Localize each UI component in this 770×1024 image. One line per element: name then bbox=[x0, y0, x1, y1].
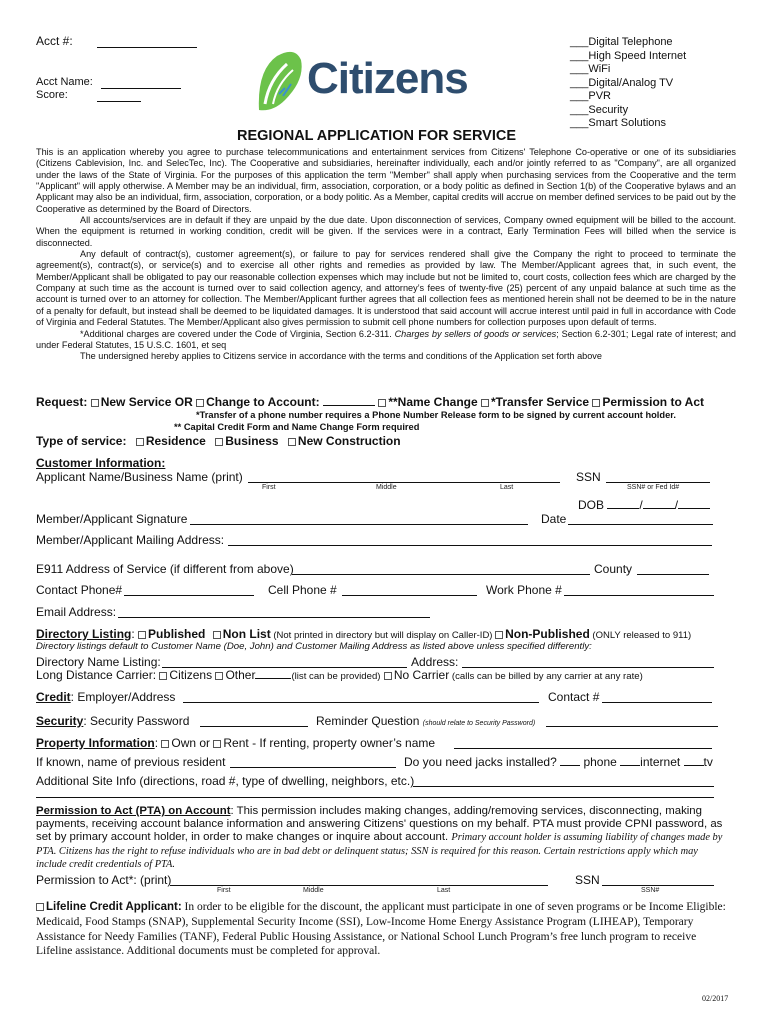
jack-tv-field[interactable] bbox=[684, 755, 704, 766]
email-label: Email Address: bbox=[36, 605, 117, 619]
pta-ssn-label: SSN bbox=[575, 873, 600, 887]
acct-name-label: Acct Name: bbox=[36, 76, 93, 88]
terms-paragraph: Any default of contract(s), customer agreement(s), or failure to pay for services rendered shall give the Company the right to proceed to terminate the agreement(s), contract(s), or service(s) and to exercise all other rights and remedies as provided by law. The Member/Applicant agrees that, in such event, the Member/Applicant shall be obligated to pay our reasonable collection expenses which may include but not be limited to, court costs, collection fees which are charged by the Company at such time as the account is turned over to said collection agency, and attorney’s fees of twenty-five (25) percent of any unpaid balance at such time as the account is turned over to an attorney for collection. The Member/Applicant further agrees that all collection fees as mentioned herein shall not be deemed to be in the nature of a penalty for default, but instead shall be deemed to be liquidated damages. It is understood that said account will accrue interest until paid in full in accordance with Code of Virginia and Federal Statutes. The Member/Applicant also gives permission to submit cell phone numbers for collection purposes upon default of terms. bbox=[36, 249, 736, 328]
directory-name-field[interactable] bbox=[162, 657, 407, 668]
transfer-note: *Transfer of a phone number requires a Phone Number Release form to be signed by current account holder. bbox=[196, 410, 676, 420]
service-checklist bbox=[570, 36, 686, 131]
ssn-field[interactable] bbox=[606, 472, 710, 483]
other-carrier-field[interactable] bbox=[255, 668, 291, 679]
dob-year-field[interactable] bbox=[678, 498, 710, 509]
email-field[interactable] bbox=[118, 607, 430, 618]
ssn-caption: SSN# or Fed Id# bbox=[627, 484, 680, 491]
e911-address-label: E911 Address of Service (if different from above) bbox=[36, 562, 294, 576]
directory-name-label: Directory Name Listing: bbox=[36, 655, 161, 669]
work-phone-label: Work Phone # bbox=[486, 583, 562, 597]
long-distance-row: Long Distance Carrier: Citizens Other (list can be provided) No Carrier (calls can be billed by any carrier at any rate) bbox=[36, 668, 643, 682]
contact-phone-field[interactable] bbox=[124, 585, 254, 596]
terms-paragraph: The undersigned hereby applies to Citizens service in accordance with the terms and conditions of the Application set forth above bbox=[80, 351, 602, 362]
checkbox[interactable] bbox=[215, 672, 223, 680]
service-item[interactable]: ___Security bbox=[570, 103, 629, 116]
pta-print-label: Permission to Act*: (print) bbox=[36, 873, 172, 887]
terms-text bbox=[36, 147, 736, 363]
contact-label: Contact # bbox=[548, 690, 600, 704]
property-owner-field[interactable] bbox=[454, 738, 712, 749]
jack-phone-field[interactable] bbox=[560, 755, 580, 766]
service-type-row: Type of service: Residence Business New Construction bbox=[36, 434, 401, 448]
contact-phone-label: Contact Phone# bbox=[36, 583, 123, 597]
site-info-label: Additional Site Info (directions, road #, type of dwelling, neighbors, etc.) bbox=[36, 774, 415, 788]
request-row: Request: New Service OR Change to Account: **Name Change *Transfer Service Permission to Act bbox=[36, 395, 704, 409]
checkbox[interactable] bbox=[213, 740, 221, 748]
checkbox[interactable] bbox=[136, 438, 144, 446]
service-item[interactable]: ___High Speed Internet bbox=[570, 49, 687, 62]
account-field[interactable] bbox=[323, 395, 375, 406]
property-row: Property Information: Own or Rent - If renting, property owner’s name bbox=[36, 736, 436, 750]
first-caption: First bbox=[217, 887, 231, 894]
acct-number-field[interactable] bbox=[97, 37, 197, 48]
employer-field[interactable] bbox=[183, 692, 539, 703]
site-info-line[interactable] bbox=[36, 797, 714, 798]
checkbox[interactable] bbox=[495, 631, 503, 639]
acct-name-field[interactable] bbox=[101, 79, 181, 89]
mailing-address-field[interactable] bbox=[228, 535, 712, 546]
directory-listing-row: Directory Listing: Published Non List (Not printed in directory but will display on Caller-ID) Non-Published (ONLY released to 911) bbox=[36, 627, 692, 641]
first-caption: First bbox=[262, 484, 276, 491]
mailing-address-label: Member/Applicant Mailing Address: bbox=[36, 533, 225, 547]
checkbox[interactable] bbox=[138, 631, 146, 639]
customer-info-heading: Customer Information: bbox=[36, 456, 166, 470]
logo-wordmark: Citizens bbox=[307, 54, 468, 103]
terms-paragraph: All accounts/services are in default if they are unpaid by the due date. Upon disconnection of services, Company owned equipment will be billed to the account. When the equipment is returned in working condition, credit will be given. If the services were in a contract, Early Termination Fees will billed when the service is disconnected. bbox=[36, 215, 736, 248]
capital-credit-note: ** Capital Credit Form and Name Change Form required bbox=[174, 422, 420, 432]
date-label: Date bbox=[541, 512, 567, 526]
e911-address-field[interactable] bbox=[292, 564, 590, 575]
ssn-label: SSN bbox=[576, 470, 601, 484]
service-item[interactable]: ___Digital Telephone bbox=[570, 36, 673, 48]
checkbox[interactable] bbox=[161, 740, 169, 748]
directory-address-label: Address: bbox=[411, 655, 459, 669]
last-caption: Last bbox=[500, 484, 514, 491]
reminder-question-label: Reminder Question (should relate to Security Password) bbox=[316, 714, 536, 728]
site-info-field[interactable] bbox=[413, 776, 714, 787]
service-item[interactable]: ___Smart Solutions bbox=[570, 117, 667, 129]
pta-name-field[interactable] bbox=[170, 875, 548, 886]
date-field[interactable] bbox=[568, 514, 713, 525]
checkbox[interactable] bbox=[378, 399, 386, 407]
score-label: Score: bbox=[36, 89, 68, 101]
credit-label: Credit: Employer/Address bbox=[36, 690, 176, 704]
page-title: REGIONAL APPLICATION FOR SERVICE bbox=[237, 128, 517, 144]
middle-caption: Middle bbox=[303, 887, 324, 894]
pta-ssn-field[interactable] bbox=[602, 875, 714, 886]
score-field[interactable] bbox=[97, 92, 141, 102]
checkbox[interactable] bbox=[36, 903, 44, 911]
checkbox[interactable] bbox=[91, 399, 99, 407]
security-password-field[interactable] bbox=[200, 716, 308, 727]
service-item[interactable]: ___WiFi bbox=[570, 63, 611, 75]
county-label: County bbox=[594, 562, 633, 576]
checkbox[interactable] bbox=[159, 672, 167, 680]
work-phone-field[interactable] bbox=[564, 585, 714, 596]
jacks-row: Do you need jacks installed? phone internet tv bbox=[404, 755, 713, 769]
form-date: 02/2017 bbox=[702, 994, 729, 1003]
lifeline-text: Lifeline Credit Applicant: In order to be eligible for the discount, the applicant must participate in one of seven programs or be Income Eligible: Medicaid, Food Stamps (SNAP), Supplemental Security Income (SSI), Low-Income Home Energy Assistance Program (LIHEAP), Temporary Assistance for Needy Families (TANF), Federal Public Housing Assistance, or National School Lunch Program’s free lunch program to receive Lifeline assistance. Additional documents must be completed for approval. bbox=[36, 901, 726, 958]
dob-month-field[interactable] bbox=[607, 498, 639, 509]
pta-text: Permission to Act (PTA) on Account: This permission includes making changes, adding/removing services, disconnecting, making payments, receiving account balance information and answering Citizens' questions on my behalf. PTA must provide CPNI password, as set by primary account holder, in order to make changes or inquire about account. Primary account holder is assuming liability of changes made by PTA. Citizens has the right to refuse individuals who are in bad debt or delinquent status; SSN is required for this reason. Certain restrictions apply which may include credit credentials of PTA. bbox=[36, 805, 723, 870]
checkbox[interactable] bbox=[481, 399, 489, 407]
checkbox[interactable] bbox=[215, 438, 223, 446]
checkbox[interactable] bbox=[384, 672, 392, 680]
security-label: Security: Security Password bbox=[36, 714, 190, 728]
signature-field[interactable] bbox=[190, 514, 528, 525]
ssn-caption: SSN# bbox=[641, 887, 660, 894]
reminder-question-field[interactable] bbox=[546, 716, 718, 727]
applicant-name-label: Applicant Name/Business Name (print) bbox=[36, 470, 243, 484]
previous-resident-field[interactable] bbox=[230, 757, 396, 768]
county-field[interactable] bbox=[637, 564, 709, 575]
dob-row: DOB / / bbox=[578, 498, 710, 512]
terms-paragraph: *Additional charges are covered under the Code of Virginia, Section 6.2-311. Charges by sellers of goods or services; Section 6.2-301; Legal rate of interest; and under Federal Statutes, 15 U.S.C. 1601, et seq bbox=[36, 328, 737, 350]
checkbox[interactable] bbox=[288, 438, 296, 446]
cell-phone-label: Cell Phone # bbox=[268, 583, 337, 597]
checkbox[interactable] bbox=[213, 631, 221, 639]
service-item[interactable]: ___Digital/Analog TV bbox=[570, 76, 674, 89]
middle-caption: Middle bbox=[376, 484, 397, 491]
service-item[interactable]: ___PVR bbox=[570, 90, 611, 102]
last-caption: Last bbox=[437, 887, 451, 894]
applicant-name-field[interactable] bbox=[248, 472, 560, 483]
directory-address-field[interactable] bbox=[462, 657, 714, 668]
directory-default-note: Directory listings default to Customer Name (Doe, John) and Customer Mailing Address as listed above unless specified differently: bbox=[36, 641, 592, 652]
cell-phone-field[interactable] bbox=[342, 585, 477, 596]
jack-internet-field[interactable] bbox=[620, 755, 640, 766]
citizens-logo bbox=[255, 50, 485, 112]
acct-number-label: Acct #: bbox=[36, 34, 73, 48]
previous-resident-label: If known, name of previous resident bbox=[36, 755, 226, 769]
checkbox[interactable] bbox=[592, 399, 600, 407]
dob-day-field[interactable] bbox=[643, 498, 675, 509]
checkbox[interactable] bbox=[196, 399, 204, 407]
signature-label: Member/Applicant Signature bbox=[36, 512, 188, 526]
credit-contact-field[interactable] bbox=[602, 692, 712, 703]
terms-paragraph: This is an application whereby you agree to purchase telecommunications and entertainment services from Citizens' Telephone Co-operative or one of its subsidiaries (Citizens Cablevision, Inc. and SelecTec, Inc). The Cooperative and subsidiaries, hereinafter individually, each and/or jointly referred to as "Company", are all organized under the laws of the State of Virginia. For the purposes of this application the term "Member" shall apply when purchasing services from the Cooperative and the term "Applicant" will apply otherwise. A Member may be an individual, firm, association, corporation, or a body politic as defined in Section 1(b) of the Cooperative bylaws and an Applicant may also be an individual, firm, association, corporation, or a body politic. As a Member, capital credits will accrue on member defined services to be paid out by the Cooperative as determined by the Board of Directors. bbox=[36, 147, 736, 214]
